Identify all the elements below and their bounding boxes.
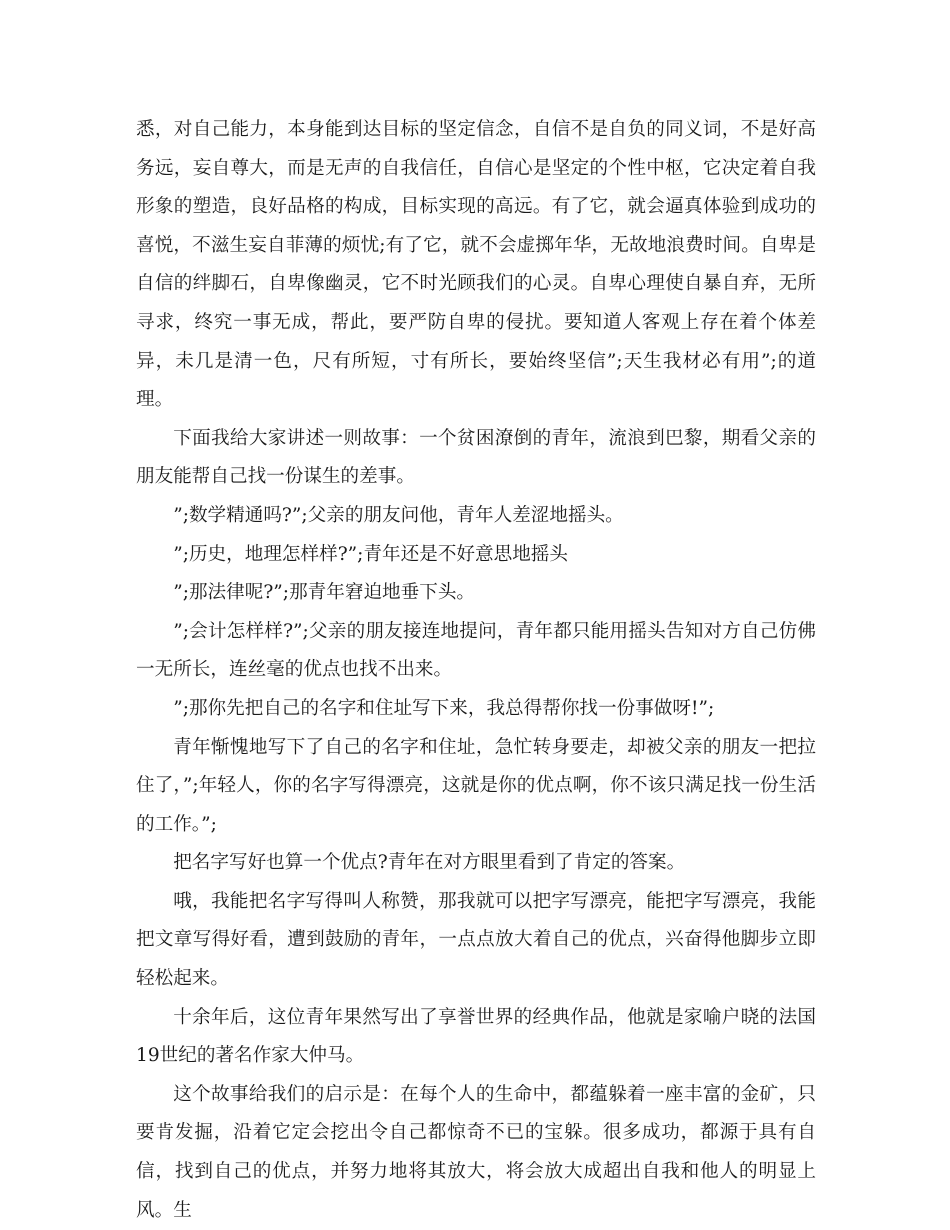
paragraph-8: 青年惭愧地写下了自己的名字和住址，急忙转身要走，却被父亲的朋友一把拉住了，”;年轻人，你的名字写得漂亮，这就是你的优点啊，你不该只满足找一份生活的工作。”; xyxy=(136,736,816,835)
paragraph-5: ”;那法律呢?”;那青年窘迫地垂下头。 xyxy=(173,582,476,604)
paragraph-1: 悉，对自己能力，本身能到达目标的坚定信念，自信不是自负的同义词，不是好高务远，妄自尊大，而是无声的自我信任，自信心是坚定的个性中枢，它决定着自我形象的塑造，良好品格的构成，目标实现的高远。有了它，就会逼真体验到成功的喜悦，不滋生妄自菲薄的烦忧;有了它，就不会虚掷年华，无故地浪费时间。自卑是自信的绊脚石，自卑像幽灵，它不时光顾我们的心灵。自卑心理使自暴自弃，无所寻求，终究一事无成，帮此，要严防自卑的侵扰。要知道人客观上存在着个体差异，未几是清一色，尺有所短，寸有所长，要始终坚信”;天生我材必有用”;的道理。 xyxy=(136,119,816,411)
paragraph-2: 下面我给大家讲述一则故事：一个贫困潦倒的青年，流浪到巴黎，期看父亲的朋友能帮自己找一份谋生的差事。 xyxy=(136,427,816,488)
paragraph-6: ”;会计怎样样?”;父亲的朋友接连地提问，青年都只能用摇头告知对方自己仿佛一无所长，连丝毫的优点也找不出来。 xyxy=(136,620,816,681)
paragraph-10: 哦，我能把名字写得叫人称赞，那我就可以把字写漂亮，能把字写漂亮，我能把文章写得好看，遭到鼓励的青年，一点点放大着自己的优点，兴奋得他脚步立即轻松起来。 xyxy=(136,890,816,990)
paragraph-7: ”;那你先把自己的名字和住址写下来，我总得帮你找一份事做呀!”; xyxy=(173,697,715,719)
paragraph-3: ”;数学精通吗?”;父亲的朋友问他，青年人差涩地摇头。 xyxy=(173,504,624,526)
paragraph-11: 十余年后，这位青年果然写出了享誉世界的经典作品，他就是家喻户晓的法国19世纪的著名作家大仲马。 xyxy=(136,1006,816,1067)
paragraph-9: 把名字写好也算一个优点?青年在对方眼里看到了肯定的答案。 xyxy=(173,852,686,874)
paragraph-4: ”;历史，地理怎样样?”;青年还是不好意思地摇头 xyxy=(173,543,568,565)
document-body xyxy=(136,111,816,1230)
paragraph-12: 这个故事给我们的启示是：在每个人的生命中，都蕴躲着一座丰富的金矿，只要肯发掘，沿着它定会挖出令自己都惊奇不已的宝躲。很多成功，都源于具有自信，找到自己的优点，并努力地将其放大，将会放大成超出自我和他人的明显上风。生 xyxy=(136,1083,816,1221)
